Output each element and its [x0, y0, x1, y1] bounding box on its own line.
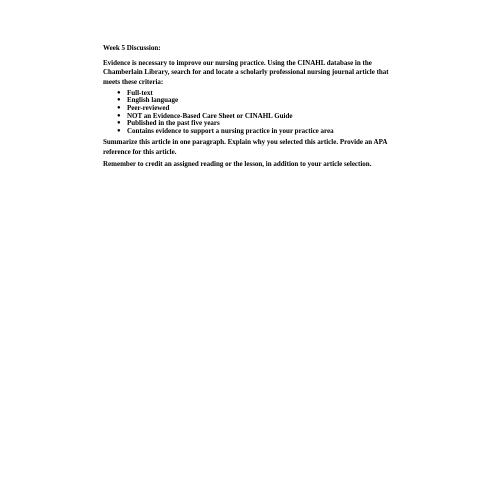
criteria-item-label: Full-text [127, 88, 153, 97]
criteria-item-label: Contains evidence to support a nursing practice in your practice area [127, 126, 334, 135]
list-item [103, 128, 403, 136]
document-body [103, 44, 403, 172]
criteria-item-label: English language [127, 96, 179, 105]
reminder-paragraph: Remember to credit an assigned reading or the lesson, in addition to your article selection. [103, 159, 372, 168]
criteria-item-label: Published in the past five years [127, 119, 220, 128]
instructions-paragraph: Summarize this article in one paragraph. Explain why you selected this article. Provide an APA reference for this article. [103, 138, 388, 156]
bullet-icon: ● [117, 89, 121, 96]
bullet-icon: ● [117, 127, 121, 134]
intro-paragraph: Evidence is necessary to improve our nursing practice. Using the CINAHL database in the Chamberlain Library, search for and locate a scholarly professional nursing journal article that meets these criteria: [103, 59, 389, 86]
document-title: Week 5 Discussion: [103, 44, 161, 52]
bullet-icon: ● [117, 97, 121, 104]
bullet-icon: ● [117, 112, 121, 119]
criteria-item-label: Peer-reviewed [127, 104, 170, 112]
criteria-item-label: NOT an Evidence-Based Care Sheet or CINAHL Guide [127, 111, 293, 120]
bullet-icon: ● [117, 120, 121, 127]
bullet-icon: ● [117, 105, 121, 111]
criteria-list [103, 90, 403, 136]
